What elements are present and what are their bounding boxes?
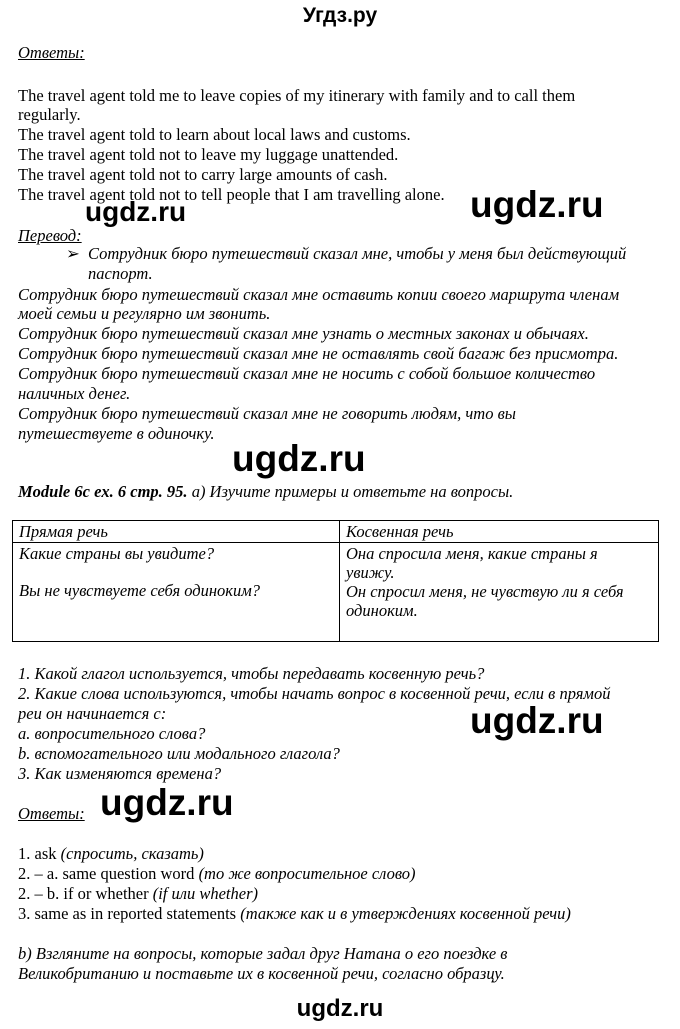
watermark: ugdz.ru (85, 196, 187, 227)
watermark: ugdz.ru (232, 438, 366, 479)
answer-line: The travel agent told me to leave copies of my itinerary with family and to call them (18, 86, 576, 105)
module-heading (18, 482, 513, 501)
reported-example: одиноким. (346, 601, 418, 620)
translation-line: Сотрудник бюро путешествий сказал мне оставить копии своего маршрута членам (18, 285, 620, 304)
watermark: ugdz.ru (100, 782, 234, 823)
reported-example: увижу. (346, 563, 395, 582)
question-line: реи он начинается с: (18, 704, 167, 723)
watermark: ugdz.ru (470, 184, 604, 225)
translation-line: наличных денег. (18, 384, 131, 403)
answer2-line: 2. – a. same question word (то же вопросительное слово) (18, 864, 416, 883)
answer-line: The travel agent told not to tell people that I am travelling alone. (18, 185, 445, 204)
translation-heading: Перевод: (18, 226, 82, 245)
question-line: 1. Какой глагол используется, чтобы передавать косвенную речь? (18, 664, 485, 683)
translation-line: Сотрудник бюро путешествий сказал мне не носить с собой большое количество (18, 364, 596, 383)
task-b-line: Великобританию и поставьте их в косвенной речи, согласно образцу. (18, 964, 505, 983)
watermark: ugdz.ru (296, 995, 384, 1022)
answers-heading: Ответы: (18, 43, 85, 62)
answers2-heading: Ответы: (18, 804, 85, 823)
translation-line: Сотрудник бюро путешествий сказал мне узнать о местных законах и обычаях. (18, 324, 589, 343)
translation-line: Сотрудник бюро путешествий сказал мне не говорить людям, что вы (18, 404, 516, 423)
table-header-direct: Прямая речь (13, 521, 340, 543)
task-b-line: b) Взгляните на вопросы, которые задал друг Натана о его поездке в (18, 944, 508, 963)
question-line: 3. Как изменяются времена? (18, 764, 222, 783)
table-header-reported: Косвенная речь (340, 521, 659, 543)
direct-example: Какие страны вы увидите? (19, 544, 215, 563)
reported-speech-cell (340, 543, 659, 642)
site-title: Угдз.ру (302, 4, 378, 27)
answer-line: The travel agent told not to carry large amounts of cash. (18, 165, 388, 184)
reported-example: Она спросила меня, какие страны я (346, 544, 598, 563)
answer2-line: 1. ask (спросить, сказать) (18, 844, 204, 863)
answer2-line: 3. same as in reported statements (также как и в утверждениях косвенной речи) (18, 904, 571, 923)
answer-line: The travel agent told not to leave my luggage unattended. (18, 145, 399, 164)
direct-example: Вы не чувствуете себя одиноким? (19, 581, 261, 600)
reported-speech-table (12, 520, 659, 642)
question-line: 2. Какие слова используются, чтобы начать вопрос в косвенной речи, если в прямой (18, 684, 611, 703)
question-line: а. вопросительного слова? (18, 724, 206, 743)
question-line: b. вспомогательного или модального глагола? (18, 744, 340, 763)
bullet-icon: ➢ (66, 244, 80, 263)
reported-example: Он спросил меня, не чувствую ли я себя (346, 582, 624, 601)
direct-speech-cell (13, 543, 340, 642)
watermark: ugdz.ru (470, 700, 604, 741)
answer-line: regularly. (18, 105, 81, 124)
translation-line: путешествуете в одиночку. (18, 424, 215, 443)
translation-line: моей семьи и регулярно им звонить. (18, 304, 271, 323)
module-task: а) Изучите примеры и ответьте на вопросы. (187, 482, 514, 501)
translation-line: Сотрудник бюро путешествий сказал мне, чтобы у меня был действующий (88, 244, 627, 263)
answer2-line: 2. – b. if or whether (if или whether) (18, 884, 258, 903)
translation-line: Сотрудник бюро путешествий сказал мне не оставлять свой багаж без присмотра. (18, 344, 619, 363)
translation-line: паспорт. (88, 264, 153, 283)
module-ref: Module 6c ex. 6 стр. 95. (18, 482, 188, 501)
answer-line: The travel agent told to learn about local laws and customs. (18, 125, 411, 144)
